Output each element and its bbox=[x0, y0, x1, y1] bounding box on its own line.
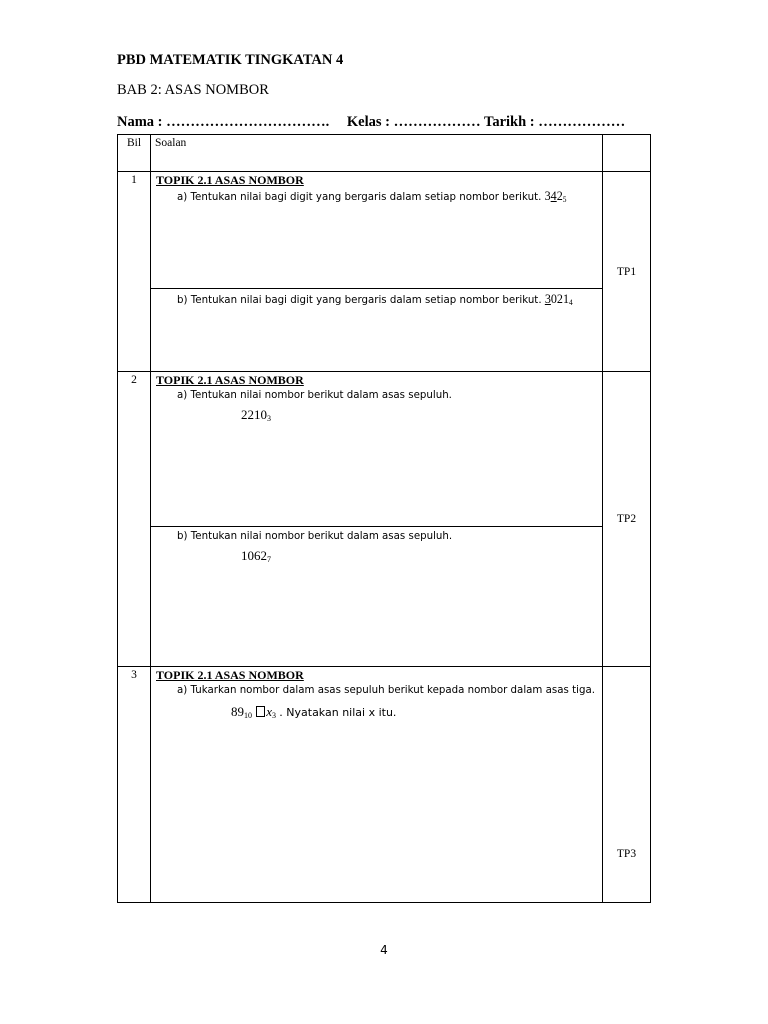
header-bil: Bil bbox=[118, 135, 151, 172]
question-a: a) Tentukan nilai bagi digit yang bergaris dalam setiap nombor berikut. $342_5$ bbox=[177, 188, 567, 204]
chapter-title: BAB 2: ASAS NOMBOR bbox=[117, 82, 269, 98]
number-expression: $342_5$ bbox=[544, 188, 567, 204]
number-expression: $1062_7$ bbox=[241, 548, 271, 564]
row-question-cell bbox=[151, 372, 603, 667]
topic-heading: TOPIK 2.1 ASAS NOMBOR bbox=[156, 668, 304, 682]
row-bil: 2 bbox=[118, 372, 151, 667]
row-bil: 1 bbox=[118, 172, 151, 372]
tarikh-label: Tarikh : ……………… bbox=[483, 114, 626, 130]
row-question-cell bbox=[151, 172, 603, 372]
question-a: a) Tentukan nilai nombor berikut dalam asas sepuluh. bbox=[177, 388, 452, 401]
table-row bbox=[118, 172, 651, 372]
number-expression: $89_{10}$ $x_3$ . Nyatakan nilai x itu. bbox=[231, 704, 397, 720]
number-expression: $3021_4$ bbox=[544, 291, 573, 307]
topic-heading: TOPIK 2.1 ASAS NOMBOR bbox=[156, 373, 304, 387]
topic-heading: TOPIK 2.1 ASAS NOMBOR bbox=[156, 173, 304, 187]
row-tp-level: TP1 bbox=[603, 172, 651, 372]
table-row bbox=[118, 667, 651, 903]
nama-label: Nama : ……………………………. bbox=[117, 114, 330, 130]
row-question-cell bbox=[151, 667, 603, 903]
student-info-line bbox=[117, 114, 625, 131]
table-row bbox=[118, 372, 651, 667]
number-expression: $2210_3$ bbox=[241, 407, 271, 423]
worksheet-title: PBD MATEMATIK TINGKATAN 4 bbox=[117, 52, 344, 68]
question-b: b) Tentukan nilai nombor berikut dalam asas sepuluh. bbox=[177, 529, 453, 542]
row-tp-level: TP2 bbox=[603, 372, 651, 667]
question-b: b) Tentukan nilai bagi digit yang bergaris dalam setiap nombor berikut. $3021_4$ bbox=[177, 291, 573, 307]
equals-symbol-icon bbox=[256, 706, 265, 717]
header-soalan: Soalan bbox=[151, 135, 603, 172]
question-a: a) Tukarkan nombor dalam asas sepuluh berikut kepada nombor dalam asas tiga. bbox=[177, 683, 595, 696]
page-number: 4 bbox=[380, 943, 388, 957]
kelas-label: Kelas : ……………… bbox=[346, 114, 481, 130]
header-tp bbox=[603, 135, 651, 172]
table-header-row bbox=[118, 135, 651, 172]
row-tp-level: TP3 bbox=[603, 667, 651, 903]
row-bil: 3 bbox=[118, 667, 151, 903]
question-table bbox=[117, 134, 651, 903]
